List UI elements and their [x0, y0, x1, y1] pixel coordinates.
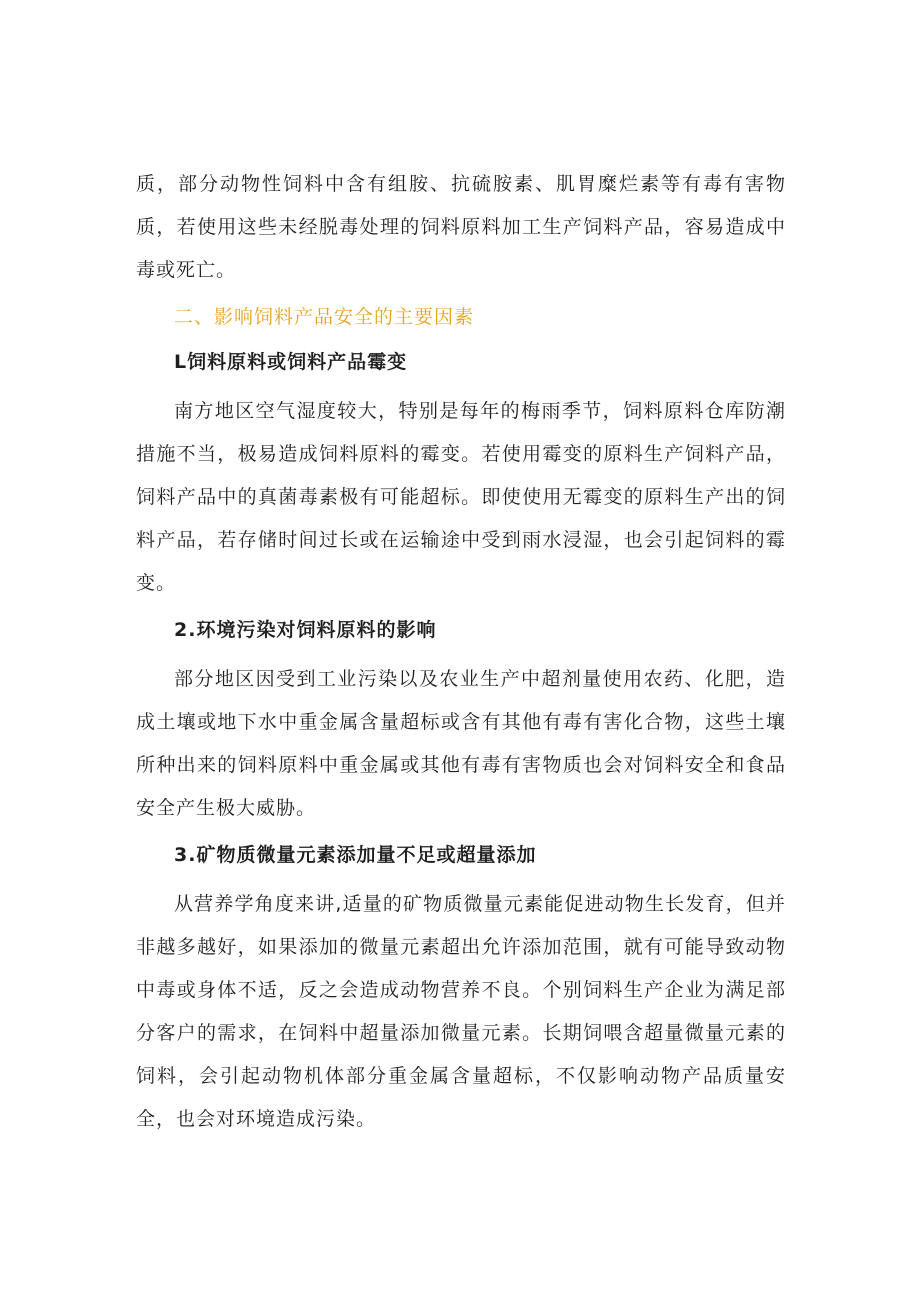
paragraph-mildew: 南方地区空气湿度较大，特别是每年的梅雨季节，饲料原料仓库防潮措施不当，极易造成饲料原料的霉变。若使用霉变的原料生产饲料产品，饲料产品中的真菌毒素极有可能超标。即使使用无霉变的原料生产出的饲料产品，若存储时间过长或在运输途中受到雨水浸湿，也会引起饲料的霉变。 — [136, 400, 786, 594]
section-heading: 二、影响饲料产品安全的主要因素 — [174, 306, 475, 328]
continued-paragraph: 质，部分动物性饲料中含有组胺、抗硫胺素、肌胃糜烂素等有毒有害物质，若使用这些未经脱毒处理的饲料原料加工生产饲料产品，容易造成中毒或死亡。 — [136, 173, 786, 281]
subheading-pollution: 2.环境污染对饲料原料的影响 — [174, 619, 437, 641]
subheading-mildew: L饲料原料或饲料产品霉变 — [174, 351, 408, 373]
paragraph-trace-elements: 从营养学角度来讲,适量的矿物质微量元素能促进动物生长发育，但并非越多越好，如果添加的微量元素超出允许添加范围，就有可能导致动物中毒或身体不适，反之会造成动物营养不良。个别饲料生产企业为满足部分客户的需求，在饲料中超量添加微量元素。长期饲喂含超量微量元素的饲料，会引起动物机体部分重金属含量超标，不仅影响动物产品质量安全，也会对环境造成污染。 — [136, 893, 786, 1130]
paragraph-pollution: 部分地区因受到工业污染以及农业生产中超剂量使用农药、化肥，造成土壤或地下水中重金属含量超标或含有其他有毒有害化合物，这些土壤所种出来的饲料原料中重金属或其他有毒有害物质也会对饲料安全和食品安全产生极大威胁。 — [136, 668, 786, 819]
subheading-trace-elements: 3.矿物质微量元素添加量不足或超量添加 — [174, 844, 537, 866]
document-body — [136, 163, 786, 1141]
